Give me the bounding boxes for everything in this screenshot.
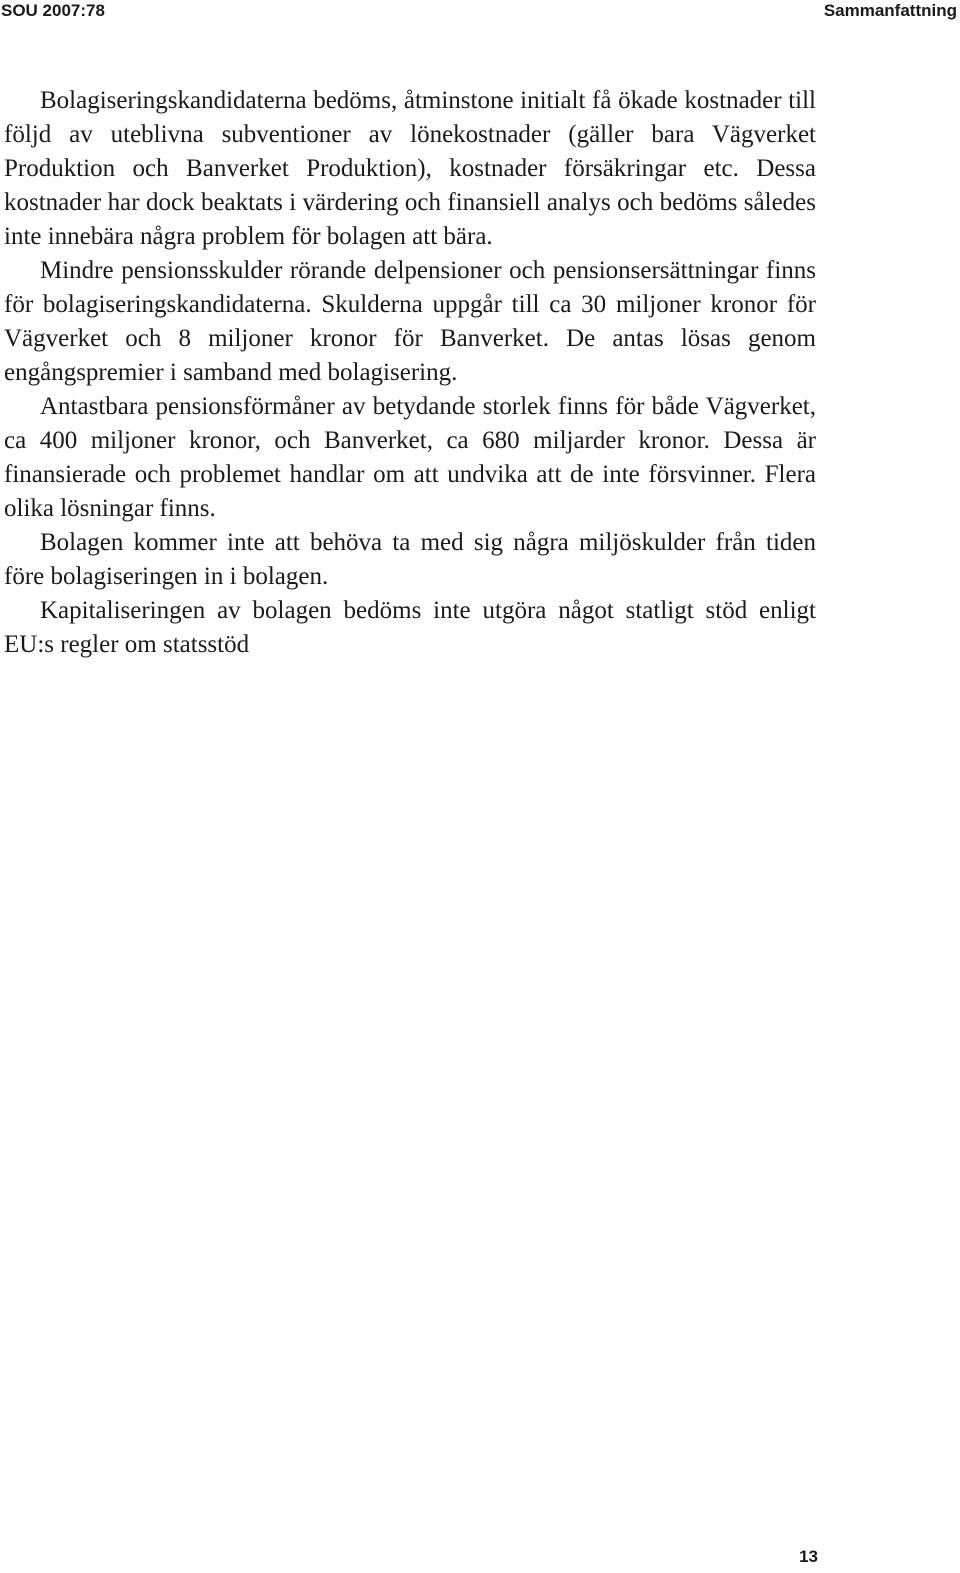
running-header <box>0 0 960 24</box>
body-text <box>4 84 816 662</box>
paragraph-3: Antastbara pensionsförmåner av betydande storlek finns för både Vägverket, ca 400 miljoner kronor, och Banverket, ca 680 miljarder kronor. Dessa är finansierade och problemet handlar om att undvika att de inte försvinner. Flera olika lösningar finns. <box>4 393 816 522</box>
paragraph-4: Bolagen kommer inte att behöva ta med sig några miljöskulder från tiden före bolagiseringen in i bolagen. <box>4 529 816 590</box>
section-title: Sammanfattning <box>823 1 957 20</box>
page-number: 13 <box>799 1547 818 1566</box>
paragraph-2: Mindre pensionsskulder rörande delpensioner och pensionsersättningar finns för bolagiseringskandidaterna. Skulderna uppgår till ca 30 miljoner kronor för Vägverket och 8 miljoner kronor för Banverket. De antas lösas genom engångspremier i samband med bolagisering. <box>4 257 816 386</box>
paragraph-1: Bolagiseringskandidaterna bedöms, åtminstone initialt få ökade kostnader till följd av uteblivna subventioner av lönekostnader (gäller bara Vägverket Produktion och Banverket Produktion), kostnader försäkringar etc. Dessa kostnader har dock beaktats i värdering och finansiell analys och bedöms således inte innebära några problem för bolagen att bära. <box>4 87 816 250</box>
document-reference: SOU 2007:78 <box>1 1 105 20</box>
paragraph-5: Kapitaliseringen av bolagen bedöms inte utgöra något statligt stöd enligt EU:s regler om statsstöd <box>4 597 816 658</box>
